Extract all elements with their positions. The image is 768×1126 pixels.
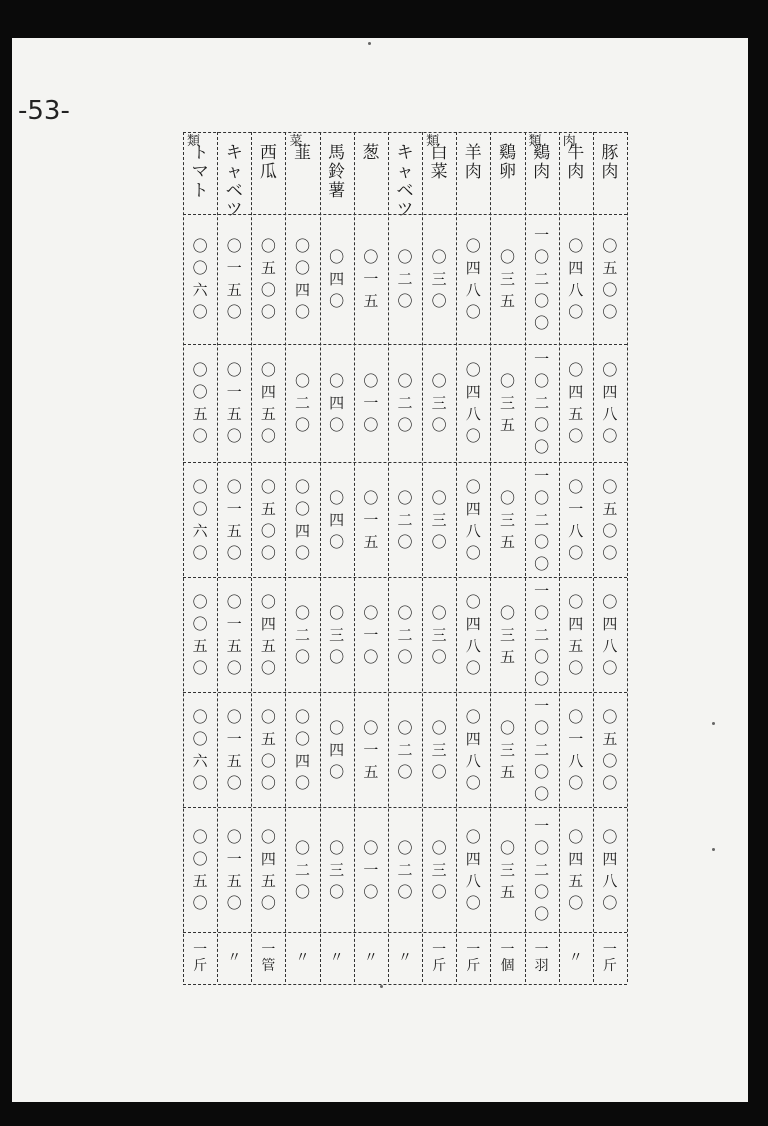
unit-cell: 〃	[329, 950, 344, 966]
price-cell: 〇 〇 六 〇	[192, 707, 208, 792]
table-column-divider	[627, 132, 628, 982]
price-cell: 〇 四 八 〇	[568, 237, 584, 321]
column-header: 白 菜	[430, 143, 448, 182]
price-cell: 〇 〇 五 〇	[192, 361, 208, 445]
price-cell: 一 〇 二 〇 〇	[534, 581, 550, 688]
price-cell: 〇 四 八 〇	[465, 592, 481, 677]
price-cell: 〇 三 〇	[431, 838, 447, 901]
unit-cell: 〃	[568, 950, 583, 966]
price-cell: 〇 二 〇	[397, 248, 413, 310]
price-cell: 〇 〇 六 〇	[192, 477, 208, 562]
price-cell: 〇 四 〇	[329, 488, 345, 551]
column-header: 韮	[294, 143, 312, 163]
price-cell: 〇 〇 五 〇	[192, 827, 208, 912]
price-cell: 〇 五 〇 〇	[260, 477, 276, 562]
price-cell: 〇 五 〇 〇	[602, 477, 618, 562]
price-cell: 〇 二 〇	[295, 838, 311, 901]
group-label: 類	[426, 134, 441, 149]
unit-cell: 一 斤	[432, 942, 447, 974]
price-cell: 〇 三 〇	[329, 603, 345, 666]
price-cell: 〇 三 〇	[431, 488, 447, 551]
price-cell: 〇 一 五 〇	[226, 361, 242, 445]
price-cell: 〇 二 〇	[397, 718, 413, 781]
speck	[712, 848, 715, 851]
price-cell: 〇 四 〇	[329, 248, 345, 310]
speck	[712, 722, 715, 725]
price-cell: 〇 一 〇	[363, 838, 379, 901]
price-cell: 〇 四 五 〇	[568, 592, 584, 677]
price-cell: 〇 二 〇	[295, 372, 311, 434]
column-header: キ ャ ベ ツ	[396, 143, 414, 220]
price-cell: 〇 〇 四 〇	[295, 477, 311, 562]
unit-cell: 一 斤	[193, 942, 208, 974]
price-cell: 〇 四 〇	[329, 718, 345, 781]
price-table	[183, 132, 627, 984]
price-cell: 〇 〇 四 〇	[295, 237, 311, 321]
price-cell: 一 〇 二 〇 〇	[534, 226, 550, 332]
price-cell: 〇 〇 四 〇	[295, 707, 311, 792]
column-header: 鷄 卵	[498, 143, 516, 182]
price-cell: 〇 一 八 〇	[568, 477, 584, 562]
price-cell: 〇 一 八 〇	[568, 707, 584, 792]
price-cell: 〇 〇 五 〇	[192, 592, 208, 677]
unit-cell: 〃	[363, 950, 378, 966]
price-cell: 〇 一 五	[363, 488, 379, 551]
column-header: 馬 鈴 薯	[328, 143, 346, 201]
price-cell: 〇 三 五	[499, 372, 515, 434]
group-label: 類	[528, 134, 543, 149]
price-cell: 〇 二 〇	[397, 372, 413, 434]
column-header: 羊 肉	[464, 143, 482, 182]
group-label: 肉	[562, 134, 577, 149]
unit-cell: 一 斤	[602, 942, 617, 974]
price-cell: 〇 三 五	[499, 718, 515, 781]
price-cell: 〇 四 五 〇	[568, 361, 584, 445]
price-cell: 〇 三 〇	[431, 718, 447, 781]
price-cell: 〇 四 八 〇	[602, 827, 618, 912]
price-cell: 一 〇 二 〇 〇	[534, 466, 550, 573]
price-cell: 〇 四 八 〇	[465, 361, 481, 445]
table-row-divider	[183, 984, 627, 985]
group-label: 菜	[289, 134, 304, 149]
price-cell: 〇 一 〇	[363, 603, 379, 666]
table-row-divider	[183, 132, 627, 133]
column-header: 鷄 肉	[533, 143, 551, 182]
price-cell: 〇 四 八 〇	[602, 361, 618, 445]
price-cell: 〇 五 〇 〇	[260, 237, 276, 321]
price-cell: 〇 五 〇 〇	[602, 707, 618, 792]
price-cell: 〇 二 〇	[397, 488, 413, 551]
price-cell: 〇 四 〇	[329, 372, 345, 434]
page-number: -53-	[18, 96, 70, 126]
price-cell: 〇 一 五 〇	[226, 707, 242, 792]
price-cell: 〇 一 五	[363, 248, 379, 310]
price-cell: 〇 一 五 〇	[226, 477, 242, 562]
price-cell: 〇 四 五 〇	[260, 827, 276, 912]
price-cell: 〇 四 五 〇	[260, 361, 276, 445]
price-cell: 〇 二 〇	[397, 603, 413, 666]
price-cell: 〇 三 五	[499, 838, 515, 901]
group-label: 類	[187, 134, 202, 149]
price-cell: 〇 五 〇 〇	[260, 707, 276, 792]
price-cell: 〇 〇 六 〇	[192, 237, 208, 321]
column-header: 西 瓜	[259, 143, 277, 182]
column-header: キ ャ ベ ツ	[225, 143, 243, 220]
column-header: 牛 肉	[567, 143, 585, 182]
price-cell: 〇 四 八 〇	[602, 592, 618, 677]
column-header: ト マ ト	[191, 143, 209, 201]
price-cell: 〇 三 五	[499, 603, 515, 666]
price-cell: 〇 一 五 〇	[226, 237, 242, 321]
column-header: 葱	[362, 143, 380, 163]
price-cell: 〇 一 五	[363, 718, 379, 781]
price-cell: 〇 四 八 〇	[465, 237, 481, 321]
price-cell: 〇 四 五 〇	[568, 827, 584, 912]
price-cell: 〇 四 八 〇	[465, 827, 481, 912]
price-cell: 〇 三 五	[499, 488, 515, 551]
price-cell: 〇 四 五 〇	[260, 592, 276, 677]
price-cell: 〇 四 八 〇	[465, 707, 481, 792]
price-cell: 〇 五 〇 〇	[602, 237, 618, 321]
price-cell: 〇 三 〇	[431, 372, 447, 434]
unit-cell: 〃	[227, 950, 242, 966]
price-cell: 〇 一 〇	[363, 372, 379, 434]
unit-cell: 一 羽	[534, 942, 549, 974]
column-header: 豚 肉	[601, 143, 619, 182]
price-cell: 〇 三 〇	[431, 603, 447, 666]
speck	[368, 42, 371, 45]
price-cell: 〇 一 五 〇	[226, 827, 242, 912]
price-cell: 〇 三 〇	[329, 838, 345, 901]
price-cell: 〇 三 五	[499, 248, 515, 310]
speck	[380, 985, 383, 988]
unit-cell: 〃	[397, 950, 412, 966]
price-cell: 一 〇 二 〇 〇	[534, 350, 550, 456]
price-cell: 一 〇 二 〇 〇	[534, 696, 550, 803]
price-cell: 〇 二 〇	[295, 603, 311, 666]
price-cell: 〇 四 八 〇	[465, 477, 481, 562]
price-cell: 〇 一 五 〇	[226, 592, 242, 677]
unit-cell: 〃	[295, 950, 310, 966]
unit-cell: 一 管	[261, 942, 276, 974]
unit-cell: 一 斤	[466, 942, 481, 974]
price-cell: 〇 三 〇	[431, 248, 447, 310]
price-cell: 一 〇 二 〇 〇	[534, 816, 550, 923]
price-cell: 〇 二 〇	[397, 838, 413, 901]
unit-cell: 一 個	[500, 942, 515, 974]
